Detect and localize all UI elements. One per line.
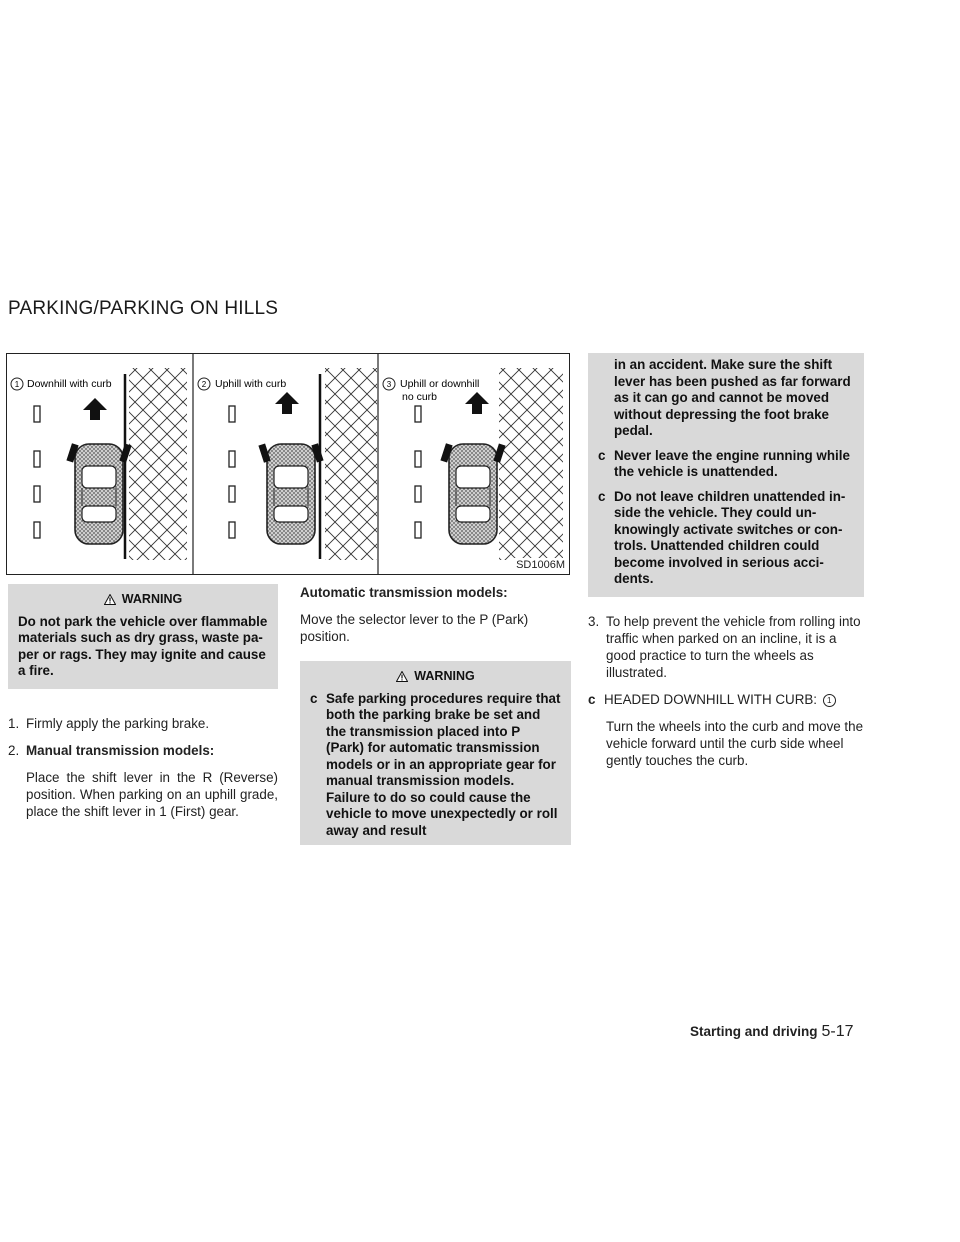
svg-text:1: 1 <box>14 380 20 389</box>
warning-triangle-icon <box>104 594 116 605</box>
warning-bullet: c Do not leave children unattended in-side the vehicle. They could un-knowingly activate switches or con-trols. Unattended children could become involved in serious acci-dents. <box>598 488 846 586</box>
label-3-icon <box>383 378 395 390</box>
column-2 <box>300 584 571 845</box>
step-2-text: Place the shift lever in the R (Reverse) position. When parking on an uphill grade, place the shift lever in 1 (First) gear. <box>26 769 278 819</box>
step-3: 3. To help prevent the vehicle from rolling into traffic when parked on an incline, it is a good practice to turn the wheels as illustrated. <box>588 613 861 680</box>
step-2: 2. Manual transmission models: <box>8 742 215 758</box>
svg-text:3: 3 <box>386 380 392 389</box>
warning-triangle-icon <box>396 671 408 682</box>
bullet-icon: c <box>588 691 596 707</box>
column-1 <box>8 584 278 820</box>
svg-text:2: 2 <box>201 380 207 389</box>
automatic-text: Move the selector lever to the P (Park) position. <box>300 612 529 644</box>
panel-uphill-or-downhill-no-curb <box>383 368 563 560</box>
figure-code: SD1006M <box>516 559 565 571</box>
step-1: 1. Firmly apply the parking brake. <box>8 715 210 731</box>
bullet-icon: c <box>598 488 606 504</box>
panel-label-1: Downhill with curb <box>27 378 112 390</box>
panel-label-2: Uphill with curb <box>215 378 287 390</box>
ref-1-icon: 1 <box>823 694 836 707</box>
panel-label-3: Uphill or downhill <box>400 378 480 390</box>
panel-downhill-with-curb <box>11 368 187 560</box>
warning-box-2 <box>300 661 571 845</box>
warning-bullet: c Never leave the engine running while the vehicle is unattended. <box>598 447 850 479</box>
page-footer <box>690 1023 854 1041</box>
warning-box-continued <box>588 353 864 597</box>
warning-continued-text: in an accident. Make sure the shift lever has been pushed as far forward as it can go and cannot be moved without depressing the foot brake pedal. <box>614 357 851 438</box>
warning-title: WARNING <box>310 668 561 685</box>
warning-bullet: c Safe parking procedures require that both the parking brake be set and the transmission placed into P (Park) for automatic transmission models or in an appropriate gear for manual transmission models. Failure to do so could cause the vehicle to move unexpectedly or roll away and result <box>310 690 561 838</box>
automatic-heading: Automatic transmission models: <box>300 585 508 600</box>
panel-label-3b: no curb <box>402 391 438 403</box>
footer-section: Starting and driving <box>690 1024 818 1039</box>
page-title: PARKING/PARKING ON HILLS <box>8 298 279 319</box>
bullet-icon: c <box>598 447 606 463</box>
label-1-icon <box>11 378 23 390</box>
bullet-icon: c <box>310 690 318 706</box>
sub-bullet-downhill: c HEADED DOWNHILL WITH CURB: 1 <box>588 691 864 708</box>
label-2-icon <box>198 378 210 390</box>
parking-illustration <box>6 353 570 575</box>
sub-bullet-text: Turn the wheels into the curb and move the vehicle forward until the curb side wheel gently touches the curb. <box>606 718 864 768</box>
page-number: 5-17 <box>821 1023 854 1040</box>
warning-title: WARNING <box>18 591 268 608</box>
warning-box-1 <box>8 584 278 689</box>
panel-uphill-with-curb <box>198 368 377 560</box>
column-3 <box>588 353 864 769</box>
warning-text: Do not park the vehicle over flammable materials such as dry grass, waste pa-per or rags. They may ignite and cause a fire. <box>18 613 268 678</box>
